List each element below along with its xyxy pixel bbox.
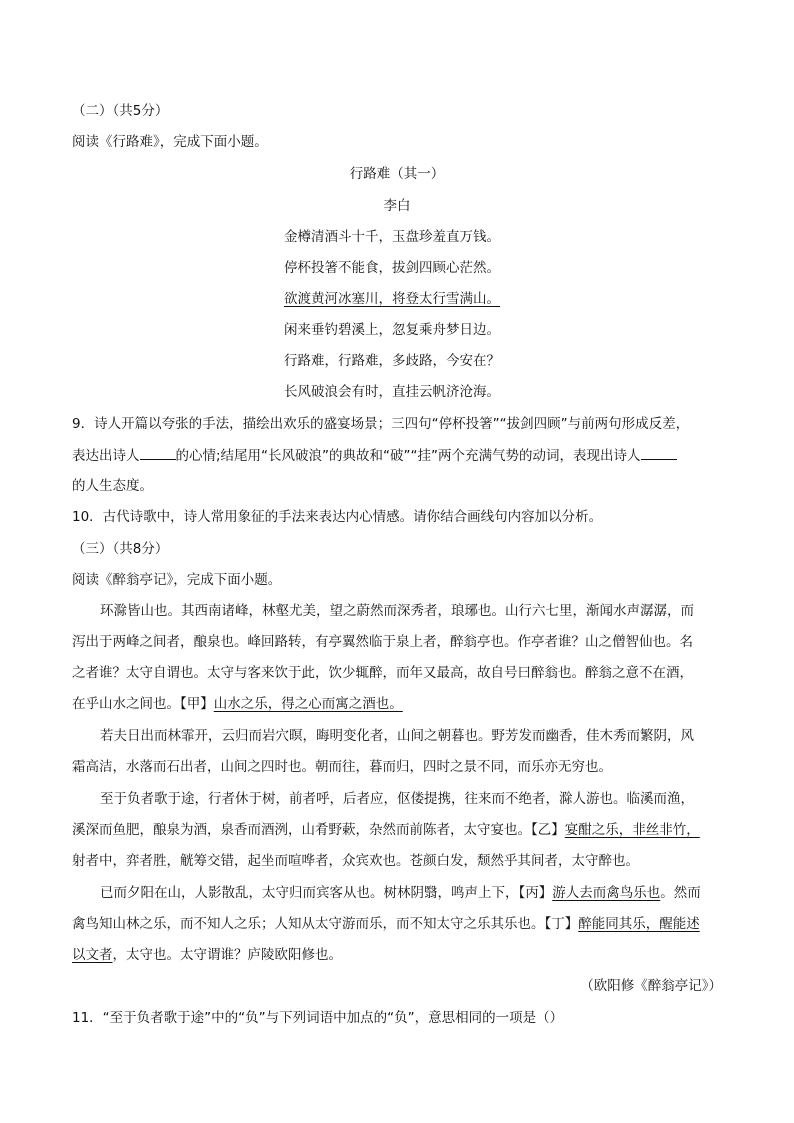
essay-p1-line3: 之者谁？太守自谓也。太守与客来饮于此，饮少辄醉，而年又最高，故自号曰醉翁也。醉翁之意不在酒，: [72, 665, 693, 681]
poem-line: 金樽清酒斗十千，玉盘珍羞直万钱。: [284, 229, 500, 245]
section3-intro: 阅读《醉翁亭记》，完成下面小题。: [72, 572, 282, 588]
question-9-line1: 9．诗人开篇以夸张的手法，描绘出欢乐的盛宴场景；三四句“停杯投箸”“拔剑四顾”与前两句形成反差，: [72, 416, 690, 432]
essay-p3-line3: 射者中，弈者胜，觥筹交错，起坐而喧哗者，众宾欢也。苍颜白发，颓然乎其间者，太守醉也。: [72, 853, 639, 869]
essay-p4-line1: [100, 884, 701, 902]
section2-title: （二）（共5分）: [72, 103, 169, 119]
answer-blank[interactable]: [641, 446, 677, 460]
section3-title: （三）（共8分）: [72, 541, 169, 557]
essay-text: 已而夕阳在山，人影散乱，太守归而宾客从也。树林阴翳，鸣声上下，【丙】: [100, 885, 553, 901]
poem-line: 长风破浪会有时，直挂云帆济沧海。: [284, 384, 500, 400]
underlined-text: 醉能同其乐，醒能述: [578, 916, 700, 932]
question-9-line3: 的人生态度。: [72, 478, 153, 494]
essay-p4-line3: [72, 946, 342, 964]
essay-p4-line2: [72, 915, 700, 933]
question-10: 10．古代诗歌中，诗人常用象征的手法来表达内心情感。请你结合画线句内容加以分析。: [72, 509, 603, 525]
essay-p1-line2: 泻出于两峰之间者，酿泉也。峰回路转，有亭翼然临于泉上者，醉翁亭也。作亭者谁？山之僧智仙也。名: [72, 634, 693, 650]
poem-line-underlined: [284, 290, 500, 308]
q9-text-a: 表达出诗人: [72, 448, 140, 464]
underlined-text: 以文者: [72, 947, 113, 963]
section2-intro: 阅读《行路难》，完成下面小题。: [72, 134, 268, 150]
essay-p3-line1: 至于负者歌于途，行者休于树，前者呼，后者应，伛偻提携，往来而不绝者，滁人游也。临溪而渔，: [100, 791, 694, 807]
poem-line: 行路难，行路难，多歧路，今安在？: [284, 353, 500, 369]
essay-p3-line2: [72, 821, 700, 839]
essay-p2-line1: 若夫日出而林霏开，云归而岩穴暝，晦明变化者，山间之朝暮也。野芳发而幽香，佳木秀而繁阴，风: [100, 728, 694, 744]
underlined-text: 山水之乐，得之心而寓之酒也。: [213, 696, 403, 712]
q9-text-b: 的心情;结尾用“长风破浪”的典故和“破”“挂”两个充满气势的动词，表现出诗人: [175, 448, 641, 464]
answer-blank[interactable]: [140, 446, 176, 460]
essay-source: （欧阳修《醉翁亭记》）: [580, 978, 722, 994]
essay-p1-line1: 环滁皆山也。其西南诸峰，林壑尤美，望之蔚然而深秀者，琅琊也。山行六七里，渐闻水声潺潺，而: [100, 603, 694, 619]
poem-line: 闲来垂钓碧溪上，忽复乘舟梦日边。: [284, 322, 500, 338]
essay-p1-line4: [72, 695, 403, 713]
underlined-text: 欲渡黄河冰塞川，将登太行雪满山。: [284, 291, 500, 307]
poem-title: 行路难（其一）: [349, 166, 445, 182]
poem-line: 停杯投箸不能食，拔剑四顾心茫然。: [284, 260, 500, 276]
essay-text: ，太守也。太守谓谁？庐陵欧阳修也。: [112, 947, 342, 963]
poem-author: 李白: [383, 198, 411, 214]
essay-text: 禽鸟知山林之乐，而不知人之乐；人知从太守游而乐，而不知太守之乐其乐也。【丁】: [72, 916, 579, 932]
underlined-text: 游人去而禽鸟乐也: [552, 885, 661, 901]
essay-text: 溪深而鱼肥，酿泉为酒，泉香而酒洌，山肴野蔌，杂然而前陈者，太守宴也。【乙】: [72, 822, 565, 838]
essay-p2-line2: 霜高洁，水落而石出者，山间之四时也。朝而往，暮而归，四时之景不同，而乐亦无穷也。: [72, 759, 612, 775]
question-11: 11．“至于负者歌于途”中的“负”与下列词语中加点的“负”，意思相同的一项是（）: [72, 1010, 564, 1026]
essay-text: 在乎山水之间也。【甲】: [72, 696, 214, 712]
question-9-line2: [72, 446, 677, 465]
essay-text: 。然而: [660, 885, 701, 901]
underlined-text: 宴酣之乐，非丝非竹，: [564, 822, 700, 838]
